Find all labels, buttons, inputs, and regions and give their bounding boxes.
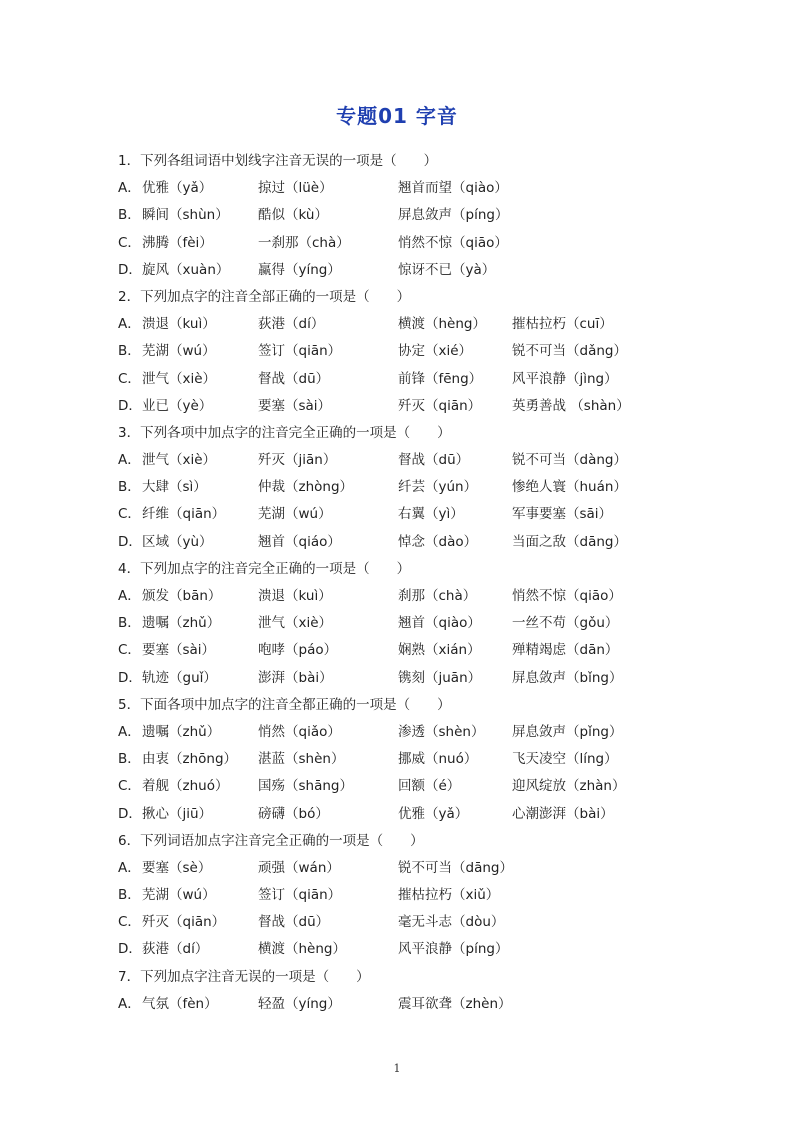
option-word: 芜湖（wú）: [142, 887, 216, 904]
option-word: 由衷（zhōng）: [142, 751, 238, 768]
option-word: 揪心（jiū）: [142, 805, 213, 822]
option-row: [118, 529, 738, 556]
option-word: 旋风（xuàn）: [142, 261, 230, 278]
option-word: 摧枯拉朽（xiǔ）: [398, 887, 500, 904]
option-word: 泄气（xiè）: [142, 452, 217, 469]
option-row: [118, 637, 738, 664]
option-letter: D．: [118, 397, 142, 414]
option-word: 磅礴（bó）: [258, 805, 329, 822]
option-word: 迎风绽放（zhàn）: [512, 778, 626, 795]
option-word: 横渡（hèng）: [258, 941, 346, 958]
option-word: 渗透（shèn）: [398, 723, 485, 740]
option-word: 屏息敛声（pǐng）: [512, 723, 623, 740]
option-word: 掠过（lüè）: [258, 180, 333, 197]
option-row: [118, 501, 738, 528]
option-word: 摧枯拉朽（cuī）: [512, 316, 613, 333]
option-letter: D．: [118, 533, 142, 550]
option-word: 风平浪静（jìng）: [512, 370, 618, 387]
option-word: 澎湃（bài）: [258, 669, 333, 686]
option-letter: A．: [118, 452, 141, 469]
question-stem: 4．下列加点字的注音完全正确的一项是（ ）: [118, 560, 411, 577]
option-word: 督战（dū）: [258, 914, 330, 931]
question-stem: 6．下列词语加点字注音完全正确的一项是（ ）: [118, 832, 424, 849]
option-word: 仲裁（zhòng）: [258, 479, 354, 496]
option-row: [118, 719, 738, 746]
option-letter: B．: [118, 343, 141, 360]
option-word: 悼念（dào）: [398, 533, 478, 550]
page-title: 专题01 字音: [336, 104, 458, 128]
option-word: 签订（qiān）: [258, 343, 342, 360]
option-row: [118, 583, 738, 610]
option-letter: A．: [118, 859, 141, 876]
option-word: 酷似（kù）: [258, 207, 328, 224]
option-row: [118, 257, 738, 284]
option-word: 当面之敌（dāng）: [512, 533, 627, 550]
option-word: 惊讶不已（yà）: [398, 261, 496, 278]
option-word: 芜湖（wú）: [142, 343, 216, 360]
option-word: 湛蓝（shèn）: [258, 751, 345, 768]
option-word: 大肆（sì）: [142, 479, 207, 496]
option-row: [118, 474, 738, 501]
option-row: [118, 311, 738, 338]
option-word: 一丝不苟（gǒu）: [512, 615, 619, 632]
option-word: 翘首（qiào）: [398, 615, 481, 632]
option-word: 溃退（kuì）: [258, 588, 332, 604]
option-letter: C．: [118, 642, 141, 659]
option-word: 锐不可当（dàng）: [512, 452, 627, 469]
option-word: 签订（qiān）: [258, 887, 342, 904]
option-word: 歼灭（qiān）: [398, 397, 482, 414]
option-word: 殚精竭虑（dān）: [512, 642, 619, 659]
option-word: 屏息敛声（bǐng）: [512, 669, 623, 686]
option-word: 心潮澎湃（bài）: [512, 805, 614, 822]
option-letter: A．: [118, 316, 141, 333]
option-letter: B．: [118, 751, 141, 768]
option-word: 歼灭（qiān）: [142, 914, 226, 931]
option-word: 挪威（nuó）: [398, 751, 478, 768]
option-word: 优雅（yǎ）: [142, 180, 213, 197]
option-word: 飞天凌空（líng）: [512, 751, 618, 768]
option-row: [118, 773, 738, 800]
option-word: 咆哮（páo）: [258, 642, 338, 659]
option-letter: C．: [118, 914, 141, 931]
option-word: 要塞（sài）: [142, 642, 216, 659]
option-word: 屏息敛声（píng）: [398, 207, 509, 224]
option-word: 毫无斗志（dòu）: [398, 914, 505, 931]
page-number: 1: [393, 1062, 401, 1075]
option-letter: C．: [118, 506, 141, 523]
option-word: 泄气（xiè）: [142, 370, 217, 387]
option-row: [118, 447, 738, 474]
option-word: 英勇善战 （shàn）: [512, 397, 630, 414]
option-word: 国殇（shāng）: [258, 778, 353, 795]
option-word: 优雅（yǎ）: [398, 805, 469, 822]
option-word: 协定（xié）: [398, 343, 473, 360]
option-word: 镌刻（juān）: [398, 669, 482, 686]
option-word: 区域（yù）: [142, 533, 213, 550]
option-word: 翘首而望（qiào）: [398, 180, 508, 197]
option-row: [118, 936, 738, 963]
option-row: [118, 202, 738, 229]
option-word: 瞬间（shùn）: [142, 207, 229, 224]
option-row: [118, 801, 738, 828]
option-word: 芜湖（wú）: [258, 506, 332, 523]
option-word: 督战（dū）: [258, 370, 330, 387]
option-word: 纤芸（yún）: [398, 479, 478, 496]
option-word: 悄然（qiǎo）: [258, 723, 341, 740]
question-stem: 7．下列加点字注音无误的一项是（ ）: [118, 968, 370, 985]
option-letter: C．: [118, 370, 141, 387]
option-word: 右翼（yì）: [398, 506, 464, 523]
option-word: 回额（é）: [398, 778, 461, 795]
option-letter: A．: [118, 180, 141, 197]
option-letter: C．: [118, 778, 141, 795]
option-letter: D．: [118, 261, 142, 278]
option-letter: D．: [118, 669, 142, 686]
option-row: [118, 610, 738, 637]
option-row: [118, 338, 738, 365]
option-letter: B．: [118, 887, 141, 904]
option-word: 纤维（qiān）: [142, 506, 226, 523]
option-word: 前锋（fēng）: [398, 370, 483, 387]
option-word: 荻港（dí）: [258, 316, 325, 333]
option-word: 娴熟（xián）: [398, 642, 481, 659]
option-word: 要塞（sài）: [258, 397, 332, 414]
option-letter: B．: [118, 615, 141, 632]
option-word: 横渡（hèng）: [398, 316, 486, 333]
option-letter: D．: [118, 941, 142, 958]
option-word: 轻盈（yíng）: [258, 995, 341, 1012]
option-word: 锐不可当（dǎng）: [512, 343, 627, 360]
option-word: 遗嘱（zhǔ）: [142, 723, 221, 740]
question-stem: 1．下列各组词语中划线字注音无误的一项是（ ）: [118, 153, 438, 169]
option-word: 赢得（yíng）: [258, 261, 341, 278]
option-word: 锐不可当（dāng）: [398, 859, 513, 876]
option-word: 翘首（qiáo）: [258, 533, 341, 550]
option-word: 沸腾（fèi）: [142, 234, 213, 251]
option-word: 轨迹（guǐ）: [142, 669, 217, 686]
option-word: 要塞（sè）: [142, 859, 212, 876]
option-word: 刹那（chà）: [398, 588, 477, 604]
option-word: 业已（yè）: [142, 397, 213, 414]
option-letter: C．: [118, 234, 141, 251]
option-word: 溃退（kuì）: [142, 316, 216, 333]
option-word: 气氛（fèn）: [142, 995, 218, 1012]
question-stem: 3．下列各项中加点字的注音完全正确的一项是（ ）: [118, 424, 451, 441]
option-row: [118, 393, 738, 420]
option-row: [118, 366, 738, 393]
option-word: 督战（dū）: [398, 452, 470, 469]
option-word: 震耳欲聋（zhèn）: [398, 995, 512, 1012]
option-row: [118, 855, 738, 882]
option-word: 歼灭（jiān）: [258, 452, 337, 469]
option-row: [118, 175, 738, 202]
option-letter: A．: [118, 723, 141, 740]
option-word: 悄然不惊（qiāo）: [398, 234, 508, 251]
option-word: 泄气（xiè）: [258, 615, 333, 632]
option-letter: A．: [118, 588, 141, 604]
option-word: 惨绝人寰（huán）: [512, 479, 627, 496]
option-letter: B．: [118, 207, 141, 224]
option-row: [118, 746, 738, 773]
option-row: [118, 230, 738, 257]
option-word: 顽强（wán）: [258, 859, 340, 876]
question-stem: 2．下列加点字的注音全部正确的一项是（ ）: [118, 288, 411, 305]
question-stem: 5．下面各项中加点字的注音全都正确的一项是（ ）: [118, 696, 451, 713]
option-word: 悄然不惊（qiāo）: [512, 588, 622, 604]
option-letter: D．: [118, 805, 142, 822]
option-letter: B．: [118, 479, 141, 496]
option-word: 一刹那（chà）: [258, 234, 350, 251]
option-letter: A．: [118, 995, 141, 1012]
option-word: 颁发（bān）: [142, 588, 222, 604]
option-word: 着舰（zhuó）: [142, 778, 229, 795]
option-word: 风平浪静（píng）: [398, 941, 509, 958]
option-row: [118, 665, 738, 692]
question-list: [118, 148, 738, 1018]
option-row: [118, 991, 738, 1018]
option-word: 荻港（dí）: [142, 941, 209, 958]
option-word: 军事要塞（sāi）: [512, 506, 613, 523]
option-row: [118, 882, 738, 909]
option-row: [118, 909, 738, 936]
option-word: 遗嘱（zhǔ）: [142, 615, 221, 632]
